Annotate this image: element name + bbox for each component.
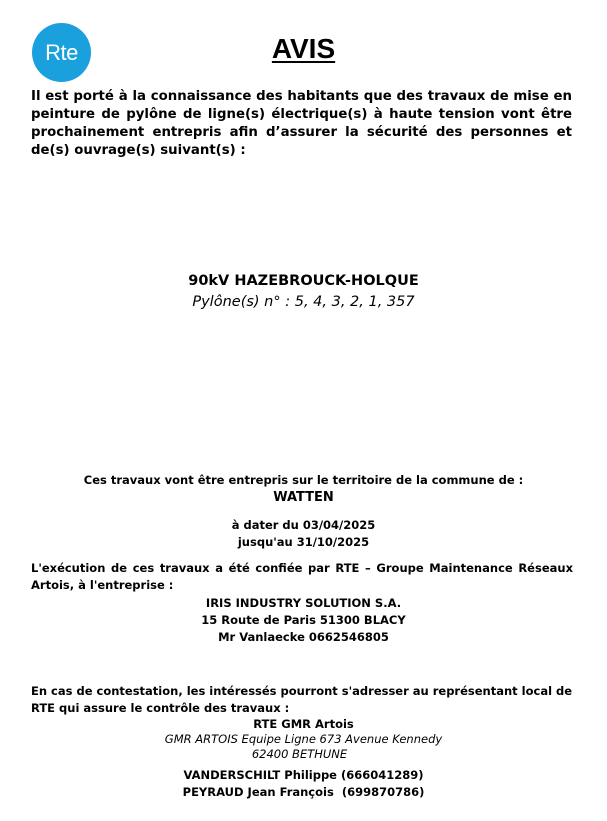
rte-contact-1: VANDERSCHILT Philippe (666041289) bbox=[183, 768, 424, 782]
commune-intro: Ces travaux vont être entrepris sur le territoire de la commune de : bbox=[83, 473, 524, 487]
contestation-paragraph: En cas de contestation, les intéressés pourront s'adresser au représentant local de RTE qui assure le contrôle des travaux : bbox=[31, 684, 573, 715]
pylones-list: Pylône(s) n° : 5, 4, 3, 2, 1, 357 bbox=[192, 294, 415, 310]
commune-name: WATTEN bbox=[273, 490, 334, 505]
company-address: 15 Route de Paris 51300 BLACY bbox=[201, 613, 406, 627]
company-contact: Mr Vanlaecke 0662546805 bbox=[218, 630, 389, 644]
rte-local-name: RTE GMR Artois bbox=[253, 717, 354, 731]
line-name: 90kV HAZEBROUCK-HOLQUE bbox=[188, 273, 419, 289]
date-to: jusqu'au 31/10/2025 bbox=[237, 535, 370, 549]
execution-paragraph: L'exécution de ces travaux a été confiée par RTE – Groupe Maintenance Réseaux Artois, à l'entreprise : bbox=[31, 561, 573, 592]
date-from: à dater du 03/04/2025 bbox=[231, 518, 376, 532]
company-name: IRIS INDUSTRY SOLUTION S.A. bbox=[205, 596, 402, 610]
rte-local-address-line2: 62400 BETHUNE bbox=[251, 747, 348, 761]
rte-logo-text: Rte bbox=[45, 39, 78, 65]
page-title: AVIS bbox=[271, 33, 336, 64]
rte-local-address-line1: GMR ARTOIS Equipe Ligne 673 Avenue Kennedy bbox=[164, 732, 443, 746]
rte-contact-2: PEYRAUD Jean François (699870786) bbox=[182, 785, 425, 799]
intro-paragraph: Il est porté à la connaissance des habitants que des travaux de mise en peinture de pylône de ligne(s) électrique(s) à haute tension vont être prochainement entrepris afin d’assurer la sécurité des personnes et de(s) ouvrage(s) suivant(s) : bbox=[31, 89, 572, 158]
